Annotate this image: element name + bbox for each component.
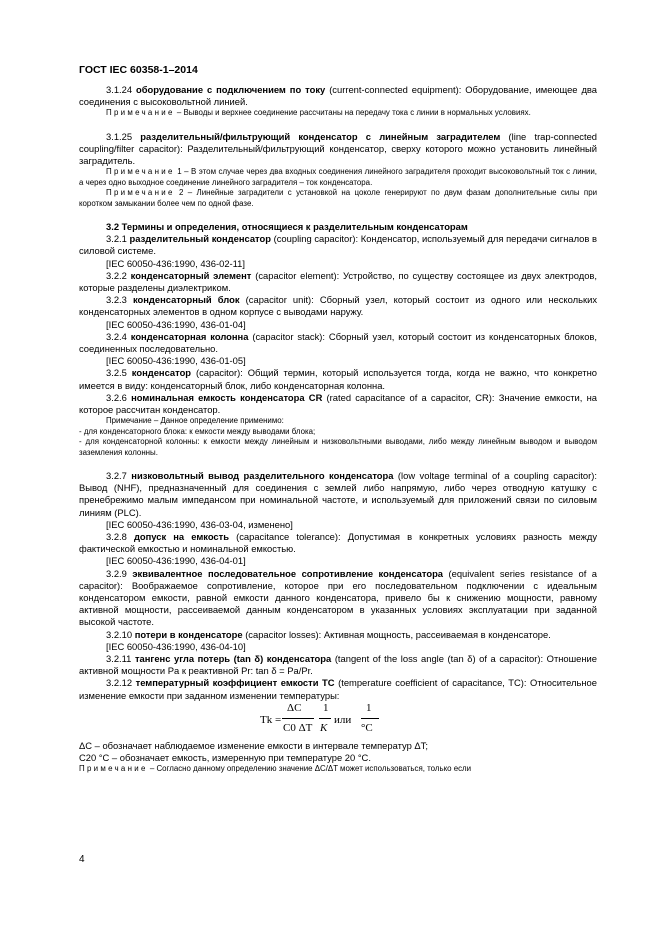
- page-number: 4: [79, 854, 85, 865]
- note-3-1-24: Примечание – Выводы и верхнее соединение рассчитаны на передачу тока с линии в нормальных условиях.: [106, 108, 531, 118]
- section-3-2-heading: 3.2 Термины и определения, относящиеся к разделительным конденсаторам: [106, 221, 468, 233]
- ref-3-2-7: [IEC 60050-436:1990, 436-03-04, изменено]: [106, 518, 293, 530]
- term-3-2-7: 3.2.7 низковольтный вывод разделительного конденсатора (low voltage terminal of a coupling capacitor): Вывод (NHF), предназначенный для соединения с землей либо напрямую, либо через отводную катушку с пренебрежимо малым импедансом при номинальной частоте, и используемый для приложений связи по силовым линиям (PLC).: [79, 469, 597, 518]
- ref-3-2-8: [IEC 60050-436:1990, 436-04-01]: [106, 555, 246, 567]
- note-3-2-6-item-2: - для конденсаторной колонны: к емкости между линейным и низковольтными выводами, либо между линейным выводом и выводом заземления колонны.: [79, 437, 597, 457]
- document-header: ГОСТ IEC 60358-1–2014: [79, 64, 198, 76]
- term-3-2-8: 3.2.8 допуск на емкость (capacitance tolerance): Допустимая в конкретных условиях разность между фактической емкостью и номинальной емкостью.: [79, 530, 598, 555]
- formula-explanation-2: C20 °C – обозначает емкость, измеренную при температуре 20 °C.: [79, 751, 371, 763]
- term-3-2-3: 3.2.3 конденсаторный блок (capacitor unit): Сборный узел, который состоит из одного или нескольких конденсаторных элементов в одном корпусе с выводами наружу.: [79, 294, 598, 318]
- note-3-2-12: Примечание – Согласно данному определению значение ΔC/ΔT может использоваться, только если: [79, 764, 472, 774]
- temperature-coefficient-formula: Tk = ΔC C0 ΔT 1 K или 1 °C: [79, 702, 597, 740]
- term-3-2-2: 3.2.2 конденсаторный элемент (capacitor element): Устройство, по существу состоящее из двух электродов, которые разделены диэлектриком.: [79, 269, 597, 294]
- term-3-1-24: 3.1.24 оборудование с подключением по току (current-connected equipment): Оборудование, имеющее два соединения с высоковольтной линией.: [79, 84, 598, 108]
- term-3-1-25: 3.1.25 разделительный/фильтрующий конденсатор с линейным заградителем (line trap-connected coupling/filter capacitor): Разделительный/фильтрующий конденсатор, сверху которого можно установить линейный заградитель.: [79, 130, 597, 167]
- term-3-2-6: 3.2.6 номинальная емкость конденсатора CR (rated capacitance of a capacitor, CR): Значение емкости, на которое рассчитан конденсатор.: [79, 391, 597, 416]
- note-3-2-6-item-1: - для конденсаторного блока: к емкости между выводами блока;: [79, 426, 316, 436]
- term-3-2-5: 3.2.5 конденсатор (capacitor): Общий термин, который используется тогда, когда не важно, что конкретно имеется в виду: конденсаторный блок, либо конденсаторная колонна.: [79, 367, 598, 391]
- formula-explanation-1: ΔC – обозначает наблюдаемое изменение емкости в интервале температур ΔT;: [79, 739, 428, 751]
- document-body: [79, 84, 597, 775]
- ref-3-2-1: [IEC 60050-436:1990, 436-02-11]: [106, 257, 245, 269]
- note-3-2-6: Примечание – Данное определение применимо:: [106, 416, 284, 426]
- term-3-2-4: 3.2.4 конденсаторная колонна (capacitor stack): Сборный узел, который состоит из конденсаторных блоков, соединенных последовательно.: [79, 330, 598, 355]
- note-3-1-25-1: Примечание 1 – В этом случае через два входных соединения линейного заградителя проходит высоковольтный ток с линии, а через одно выходное соединение линейного заградителя – ток конденсатора.: [79, 167, 597, 187]
- ref-3-2-10: [IEC 60050-436:1990, 436-04-10]: [106, 640, 246, 652]
- ref-3-2-3: [IEC 60050-436:1990, 436-01-04]: [106, 318, 246, 330]
- term-3-2-1: 3.2.1 разделительный конденсатор (coupling capacitor): Конденсатор, используемый для передачи сигналов в силовой системе.: [79, 233, 597, 257]
- ref-3-2-4: [IEC 60050-436:1990, 436-01-05]: [106, 355, 246, 367]
- note-3-1-25-2: Примечание 2 – Линейные заградители с установкой на цоколе генерируют по двум фазам дополнительные силы при коротком замыкании более чем по одной фазе.: [79, 188, 597, 208]
- term-3-2-10: 3.2.10 потери в конденсаторе (capacitor losses): Активная мощность, рассеиваемая в конденсаторе.: [106, 628, 551, 640]
- term-3-2-12: 3.2.12 температурный коэффициент емкости TC (temperature coefficient of capacitance, TC): Относительное изменение емкости при заданном изменении температуры:: [79, 677, 597, 701]
- term-3-2-9: 3.2.9 эквивалентное последовательное сопротивление конденсатора (equivalent series resistance of a capacitor): Воображаемое сопротивление, которое при его последовательном подключении с идеальным конденсатором емкости, равной емкости данного конденсатора, привело бы к снижению мощности, равному активной мощности, рассеиваемой данным конденсатором в указанных условиях эксплуатации при заданной высокой частоте.: [79, 567, 597, 628]
- term-3-2-11: 3.2.11 тангенс угла потерь (tan δ) конденсатора (tangent of the loss angle (tan δ) of a capacitor): Отношение активной мощности Pa к реактивной Pr: tan δ = Pa/Pr.: [79, 652, 598, 677]
